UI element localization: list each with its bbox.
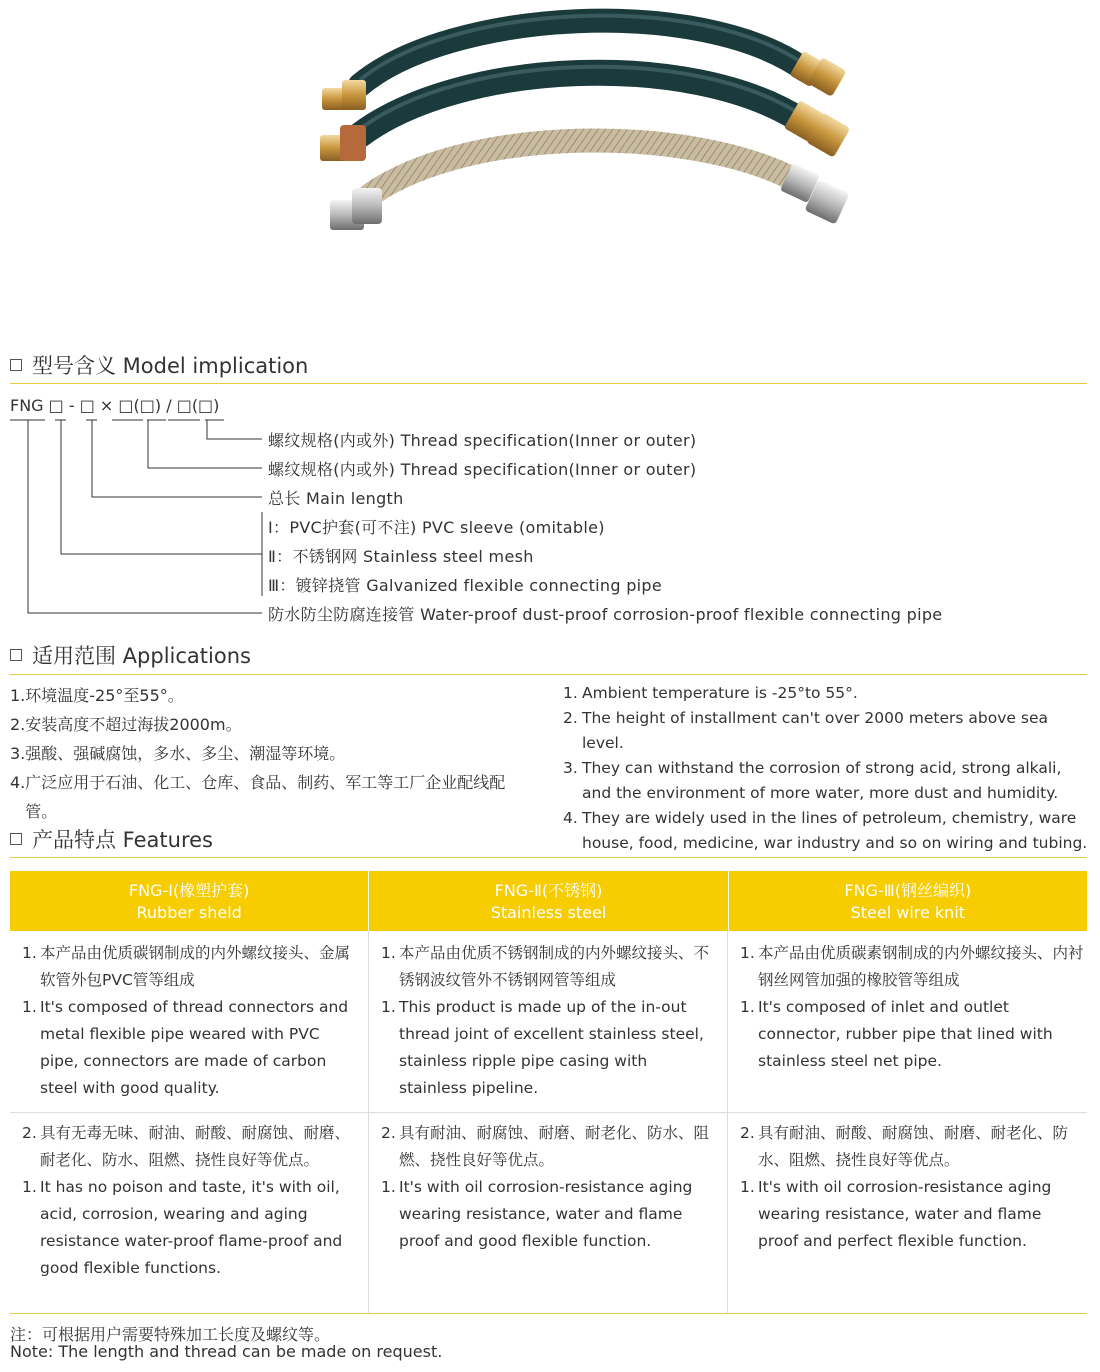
divider: [10, 1112, 1087, 1113]
applications-en-list: [563, 681, 1093, 856]
model-code: FNG □ - □ × □(□) / □(□): [10, 396, 220, 415]
list-item: 2. The height of installment can't over 2000 meters above sea level.: [563, 709, 1048, 752]
legend-type-3: Ⅲ：镀锌挠管 Galvanized flexible connecting pipe: [268, 576, 663, 595]
divider: [727, 931, 728, 1314]
table-cell: 1. 本产品由优质碳素钢制成的内外螺纹接头、内衬钢丝网管加强的橡胶管等组成 1. It's composed of inlet and outlet connector, rubber pipe that lined with stainless steel net pipe.: [740, 944, 1084, 1070]
list-item: 3. 强酸、强碱腐蚀，多水、多尘、潮湿等环境。: [10, 744, 346, 763]
table-cell: 2. 具有耐油、耐腐蚀、耐磨、耐老化、防水、阻燃、挠性良好等优点。 1. It's with oil corrosion-resistance aging wearing resistance, water and flame proof and good flexible function.: [381, 1124, 710, 1250]
legend-thread-spec-2: 螺纹规格(内或外) Thread specification(Inner or outer): [268, 460, 697, 479]
features-table-header: [10, 871, 1087, 931]
list-item: 1. Ambient temperature is -25°to 55°.: [563, 684, 858, 702]
table-cell: 2. 具有耐油、耐酸、耐腐蚀、耐磨、耐老化、防水、阻燃、挠性良好等优点。 1. It's with oil corrosion-resistance aging wearing resistance, water and flame proof and perfect flexible function.: [740, 1124, 1069, 1250]
note-en: Note: The length and thread can be made on request.: [10, 1342, 443, 1361]
features-section-title: 产品特点 Features: [10, 824, 213, 854]
model-diagram-lines: [0, 0, 1100, 640]
note-cn: 注：可根据用户需要特殊加工长度及螺纹等。: [10, 1325, 331, 1344]
applications-section-title: 适用范围 Applications: [10, 640, 251, 670]
column-header: FNG-Ⅱ(不锈钢) Stainless steel: [369, 871, 728, 931]
legend-product-name: 防水防尘防腐连接管 Water-proof dust-proof corrosion-proof flexible connecting pipe: [268, 605, 943, 624]
legend-main-length: 总长 Main length: [268, 489, 404, 508]
list-item: 3. They can withstand the corrosion of strong acid, strong alkali, and the environment of more water, more dust and humidity.: [563, 759, 1062, 802]
divider: [10, 857, 1087, 858]
column-header: FNG-Ⅲ(钢丝编织) Steel wire knit: [844, 881, 972, 922]
legend-type-1: Ⅰ：PVC护套(可不注) PVC sleeve (omitable): [268, 518, 605, 537]
table-cell: 1. 本产品由优质不锈钢制成的内外螺纹接头、不锈钢波纹管外不锈钢网管等组成 1. This product is made up of the in-out thread joint of excellent stainless steel, stainless ripple pipe casing with stainless pipeline.: [381, 944, 710, 1097]
list-item: 1. 环境温度-25°至55°。: [10, 686, 184, 705]
applications-cn-list: [10, 681, 520, 826]
table-cell: 2. 具有无毒无味、耐油、耐酸、耐腐蚀、耐磨、耐老化、防水、阻燃、挠性良好等优点。 1. It has no poison and taste, it's with oil, acid, corrosion, wearing and aging resistance water-proof flame-proof and good flexible functions.: [22, 1124, 351, 1277]
legend-thread-spec-1: 螺纹规格(内或外) Thread specification(Inner or outer): [268, 431, 697, 450]
column-header: FNG-Ⅰ(橡塑护套) Rubber sheld: [10, 871, 369, 931]
divider: [368, 931, 369, 1314]
list-item: 2. 安装高度不超过海拔2000m。: [10, 715, 242, 734]
features-table-body: [10, 931, 1087, 1314]
model-section-title: 型号含义 Model implication: [10, 350, 308, 380]
square-bullet-icon: [10, 833, 22, 845]
list-item: 4. They are widely used in the lines of petroleum, chemistry, ware house, food, medicine, war industry and so on wiring and tubing.: [563, 809, 1088, 852]
legend-type-2: Ⅱ：不锈钢网 Stainless steel mesh: [268, 547, 534, 566]
list-item: 4. 广泛应用于石油、化工、仓库、食品、制药、军工等工厂企业配线配管。: [10, 773, 506, 821]
square-bullet-icon: [10, 649, 22, 661]
divider: [10, 674, 1087, 675]
table-cell: 1. 本产品由优质碳钢制成的内外螺纹接头、金属软管外包PVC管等组成 1. It's composed of thread connectors and metal flexible pipe weared with PVC pipe, connectors are made of carbon steel with good quality.: [22, 944, 351, 1097]
divider: [10, 1313, 1087, 1314]
